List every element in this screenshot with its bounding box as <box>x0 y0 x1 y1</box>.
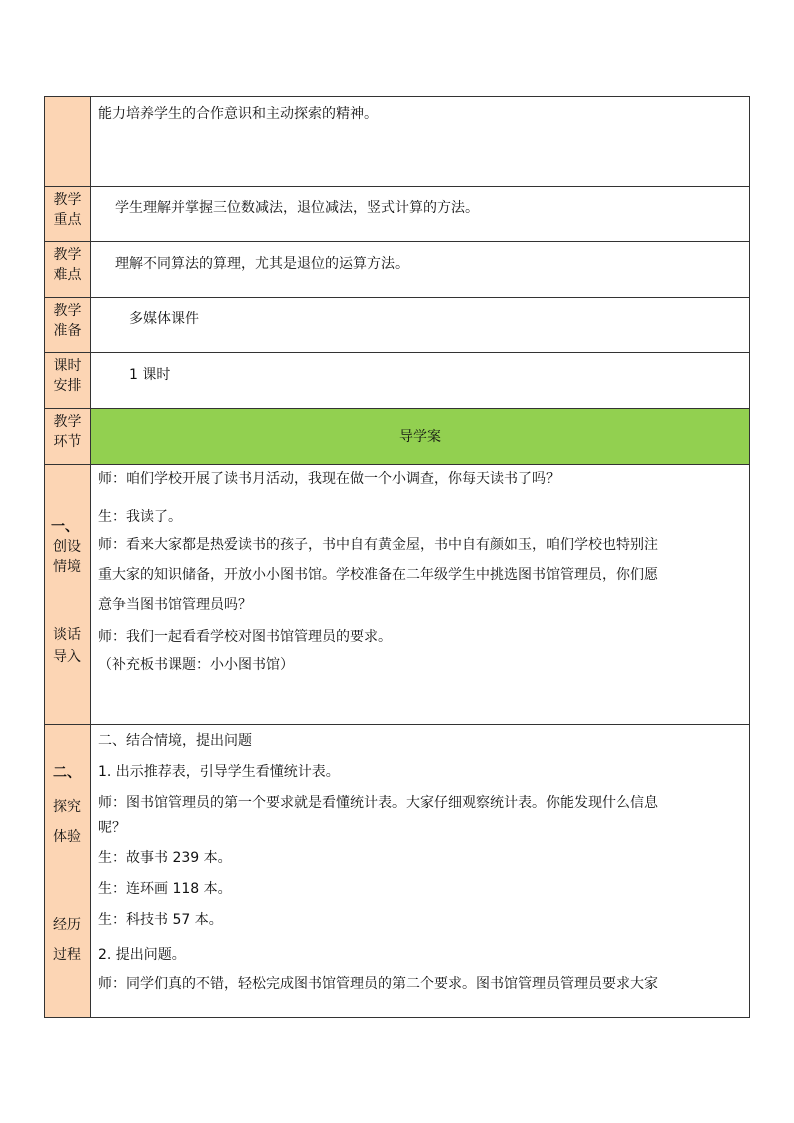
section1-label-line: 导入 <box>53 649 81 665</box>
step-line: 2. 提出问题。 <box>98 947 186 963</box>
dialog-line: 意争当图书馆管理员吗？ <box>98 597 252 613</box>
schedule-row <box>45 353 750 409</box>
key-points-text: 学生理解并掌握三位数减法，退位减法，竖式计算的方法。 <box>115 200 479 216</box>
dialog-line: 师：我们一起看看学校对图书馆管理员的要求。 <box>98 629 392 645</box>
label-line: 教学 <box>53 303 82 319</box>
preparation-text: 多媒体课件 <box>129 311 199 327</box>
difficulties-content <box>91 242 750 298</box>
section2-label-line: 过程 <box>53 947 81 963</box>
step-line: 1. 出示推荐表，引导学生看懂统计表。 <box>98 764 340 780</box>
section2-label-line: 探究 <box>53 799 81 815</box>
dialog-line: 师：看来大家都是热爱读书的孩子，书中自有黄金屋，书中自有颜如玉，咱们学校也特别注 <box>98 537 658 553</box>
label-line: 重点 <box>53 212 82 228</box>
section2-label-line: 经历 <box>53 917 81 933</box>
difficulties-row <box>45 242 750 298</box>
dialog-line: 生：我读了。 <box>98 509 182 525</box>
dialog-line: 师：图书馆管理员的第一个要求就是看懂统计表。大家仔细观察统计表。你能发现什么信息 <box>98 795 658 811</box>
preparation-label <box>45 298 91 353</box>
schedule-label <box>45 353 91 409</box>
section2-content <box>91 725 750 1018</box>
dialog-line: 师：同学们真的不错，轻松完成图书馆管理员的第二个要求。图书馆管理员管理员要求大家 <box>98 976 658 992</box>
section2-row <box>45 725 750 1018</box>
dialog-line: 生：连环画 118 本。 <box>98 881 232 897</box>
goal-text: 能力培养学生的合作意识和主动探索的精神。 <box>98 106 378 122</box>
preparation-content <box>91 298 750 353</box>
dialog-line: 生：故事书 239 本。 <box>98 850 232 866</box>
label-line: 教学 <box>53 192 82 208</box>
section1-label-number: 一、 <box>51 519 79 535</box>
difficulties-label <box>45 242 91 298</box>
section1-content <box>91 465 750 725</box>
section-header-text: 导学案 <box>399 428 441 445</box>
key-points-content <box>91 187 750 242</box>
key-points-label <box>45 187 91 242</box>
section1-label-line: 创设 <box>53 539 81 555</box>
difficulties-text: 理解不同算法的算理，尤其是退位的运算方法。 <box>115 256 409 272</box>
schedule-text: 1 课时 <box>129 367 171 383</box>
section2-label-number: 二、 <box>53 765 81 781</box>
label-line: 教学 <box>53 247 82 263</box>
heading-line: 二、结合情境，提出问题 <box>98 733 252 749</box>
label-line: 课时 <box>53 358 82 374</box>
dialog-line: 师：咱们学校开展了读书月活动，我现在做一个小调查，你每天读书了吗？ <box>98 471 560 487</box>
section-header-label <box>45 409 91 465</box>
label-line: 环节 <box>53 434 82 450</box>
dialog-line: （补充板书课题：小小图书馆） <box>98 657 294 673</box>
dialog-line: 呢？ <box>98 820 126 836</box>
section-header-title <box>91 409 750 465</box>
goal-label-cell <box>45 97 91 187</box>
label-line: 准备 <box>53 323 82 339</box>
lesson-plan-table <box>44 96 750 1018</box>
section2-label-line: 体验 <box>53 829 81 845</box>
dialog-line: 重大家的知识储备，开放小小图书馆。学校准备在二年级学生中挑选图书馆管理员，你们愿 <box>98 567 658 583</box>
section1-row <box>45 465 750 725</box>
section1-label-line: 情境 <box>53 559 81 575</box>
section-header-row <box>45 409 750 465</box>
goal-row <box>45 97 750 187</box>
dialog-line: 生：科技书 57 本。 <box>98 912 223 928</box>
section1-label-line: 谈话 <box>53 627 81 643</box>
schedule-content <box>91 353 750 409</box>
section1-label <box>45 465 91 725</box>
section2-label <box>45 725 91 1018</box>
label-line: 安排 <box>53 378 82 394</box>
goal-content-cell <box>91 97 750 187</box>
preparation-row <box>45 298 750 353</box>
key-points-row <box>45 187 750 242</box>
label-line: 难点 <box>53 267 82 283</box>
label-line: 教学 <box>53 414 82 430</box>
